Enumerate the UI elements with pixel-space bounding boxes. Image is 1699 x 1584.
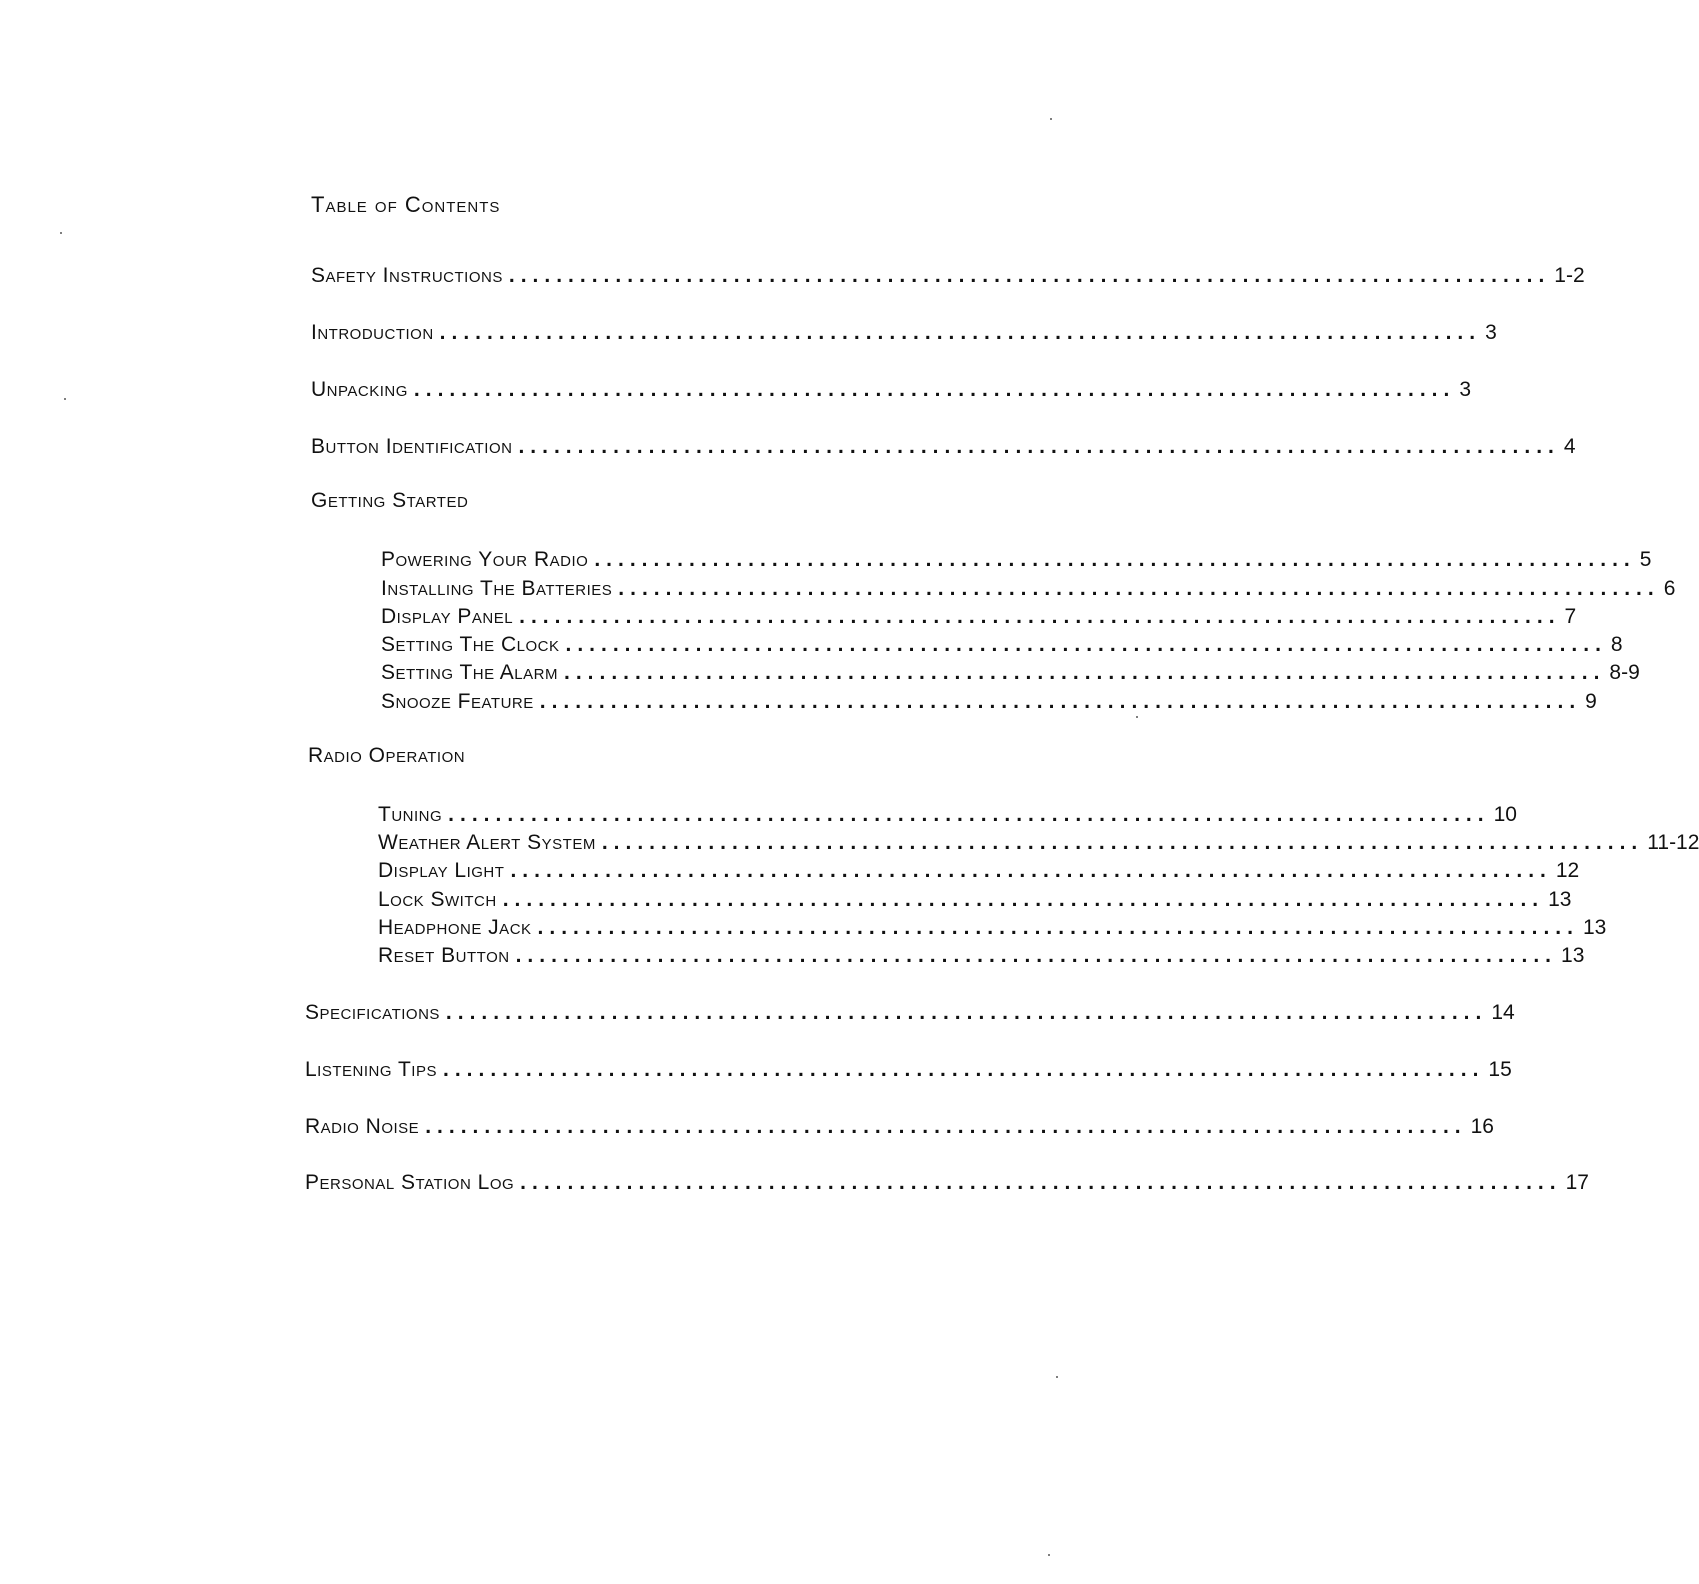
dot-leader: ........................................................................................ bbox=[519, 605, 1561, 628]
dot-leader: ........................................................................................ bbox=[518, 435, 1560, 458]
toc-entry-page: 13 bbox=[1582, 916, 1607, 939]
toc-entry-page: 3 bbox=[1459, 378, 1472, 401]
dot-leader: ........................................................................................ bbox=[515, 944, 1558, 967]
scan-speck bbox=[1056, 1376, 1058, 1378]
toc-entry-page: 13 bbox=[1561, 944, 1585, 967]
toc-subentry-powering-your-radio[interactable] bbox=[381, 546, 1652, 574]
toc-entry-page: 4 bbox=[1563, 435, 1576, 458]
toc-entry-page: 6 bbox=[1663, 577, 1676, 600]
toc-entry-label: Setting The Alarm bbox=[381, 661, 558, 684]
dot-leader: ........................................................................................ bbox=[502, 888, 1545, 911]
page-title: Table of Contents bbox=[311, 192, 501, 217]
toc-entry-label: Weather Alert System bbox=[378, 831, 596, 854]
toc-entry-button-identification[interactable] bbox=[311, 433, 1576, 461]
toc-entry-listening-tips[interactable] bbox=[305, 1056, 1512, 1084]
toc-subentry-tuning[interactable] bbox=[378, 801, 1517, 829]
toc-entry-radio-noise[interactable] bbox=[305, 1113, 1494, 1141]
toc-subentry-weather-alert-system[interactable] bbox=[378, 829, 1699, 857]
toc-entry-label: Introduction bbox=[311, 321, 434, 344]
toc-entry-introduction[interactable] bbox=[311, 319, 1497, 347]
scan-speck bbox=[1136, 716, 1138, 718]
toc-entry-label: Powering Your Radio bbox=[381, 548, 589, 571]
toc-entry-page: 9 bbox=[1585, 690, 1597, 713]
toc-entry-page: 16 bbox=[1470, 1115, 1494, 1138]
scan-speck bbox=[64, 398, 66, 400]
dot-leader: ........................................................................................ bbox=[594, 548, 1636, 571]
toc-entry-label: Headphone Jack bbox=[378, 916, 532, 939]
scan-speck bbox=[1048, 1554, 1050, 1556]
toc-entry-page: 1-2 bbox=[1554, 264, 1585, 287]
toc-entry-label: Unpacking bbox=[311, 378, 408, 401]
toc-entry-label: Button Identification bbox=[311, 435, 513, 458]
toc-entry-label: Setting The Clock bbox=[381, 633, 560, 656]
toc-entry-label: Specifications bbox=[305, 1001, 440, 1024]
toc-entry-page: 15 bbox=[1488, 1058, 1512, 1081]
dot-leader: ........................................................................................ bbox=[618, 577, 1660, 600]
toc-entry-page: 8-9 bbox=[1609, 661, 1640, 684]
scan-speck bbox=[1050, 118, 1052, 120]
dot-leader: ........................................................................................ bbox=[520, 1171, 1562, 1194]
toc-entry-page: 14 bbox=[1491, 1001, 1515, 1024]
dot-leader: ........................................................................................ bbox=[508, 264, 1551, 287]
dot-leader: ........................................................................................ bbox=[601, 831, 1644, 854]
dot-leader: ........................................................................................ bbox=[539, 690, 1582, 713]
toc-subentry-lock-switch[interactable] bbox=[378, 886, 1572, 914]
dot-leader: ........................................................................................ bbox=[510, 859, 1552, 882]
toc-entry-label: Personal Station Log bbox=[305, 1171, 515, 1194]
toc-entry-page: 3 bbox=[1485, 321, 1497, 344]
toc-entry-label: Display Panel bbox=[381, 605, 514, 628]
toc-entry-label: Listening Tips bbox=[305, 1058, 437, 1081]
toc-entry-page: 7 bbox=[1564, 605, 1577, 628]
dot-leader: ........................................................................................ bbox=[439, 321, 1482, 344]
toc-entry-unpacking[interactable] bbox=[311, 376, 1472, 404]
section-heading-getting-started: Getting Started bbox=[311, 489, 469, 512]
toc-entry-label: Snooze Feature bbox=[381, 690, 534, 713]
dot-leader: ........................................................................................ bbox=[448, 803, 1490, 826]
toc-entry-label: Display Light bbox=[378, 859, 505, 882]
toc-entry-page: 8 bbox=[1610, 633, 1623, 656]
dot-leader: ........................................................................................ bbox=[413, 378, 1456, 401]
toc-subentry-display-light[interactable] bbox=[378, 857, 1580, 885]
dot-leader: ........................................................................................ bbox=[425, 1115, 1467, 1138]
toc-entry-specifications[interactable] bbox=[305, 999, 1515, 1027]
toc-entry-label: Tuning bbox=[378, 803, 443, 826]
toc-entry-label: Reset Button bbox=[378, 944, 510, 967]
toc-entry-safety-instructions[interactable] bbox=[311, 262, 1585, 290]
dot-leader: ........................................................................................ bbox=[537, 916, 1579, 939]
toc-subentry-setting-the-alarm[interactable] bbox=[381, 659, 1640, 687]
toc-subentry-display-panel[interactable] bbox=[381, 603, 1577, 631]
toc-subentry-installing-the-batteries[interactable] bbox=[381, 575, 1676, 603]
section-heading-radio-operation: Radio Operation bbox=[308, 744, 466, 767]
toc-subentry-reset-button[interactable] bbox=[378, 942, 1585, 970]
toc-entry-page: 5 bbox=[1639, 548, 1652, 571]
toc-entry-page: 10 bbox=[1493, 803, 1517, 826]
toc-entry-label: Installing The Batteries bbox=[381, 577, 613, 600]
toc-subentry-headphone-jack[interactable] bbox=[378, 914, 1607, 942]
toc-entry-page: 12 bbox=[1555, 859, 1580, 882]
toc-subentry-setting-the-clock[interactable] bbox=[381, 631, 1623, 659]
dot-leader: ........................................................................................ bbox=[563, 661, 1606, 684]
dot-leader: ........................................................................................ bbox=[445, 1001, 1488, 1024]
toc-entry-page: 11-12 bbox=[1647, 831, 1699, 854]
dot-leader: ........................................................................................ bbox=[442, 1058, 1485, 1081]
toc-entry-page: 13 bbox=[1548, 888, 1572, 911]
scan-speck bbox=[60, 232, 62, 234]
toc-entry-label: Radio Noise bbox=[305, 1115, 420, 1138]
toc-entry-page: 17 bbox=[1565, 1171, 1589, 1194]
toc-entry-label: Safety Instructions bbox=[311, 264, 503, 287]
toc-entry-personal-station-log[interactable] bbox=[305, 1169, 1589, 1197]
dot-leader: ........................................................................................ bbox=[565, 633, 1607, 656]
toc-entry-label: Lock Switch bbox=[378, 888, 497, 911]
toc-subentry-snooze-feature[interactable] bbox=[381, 688, 1597, 716]
